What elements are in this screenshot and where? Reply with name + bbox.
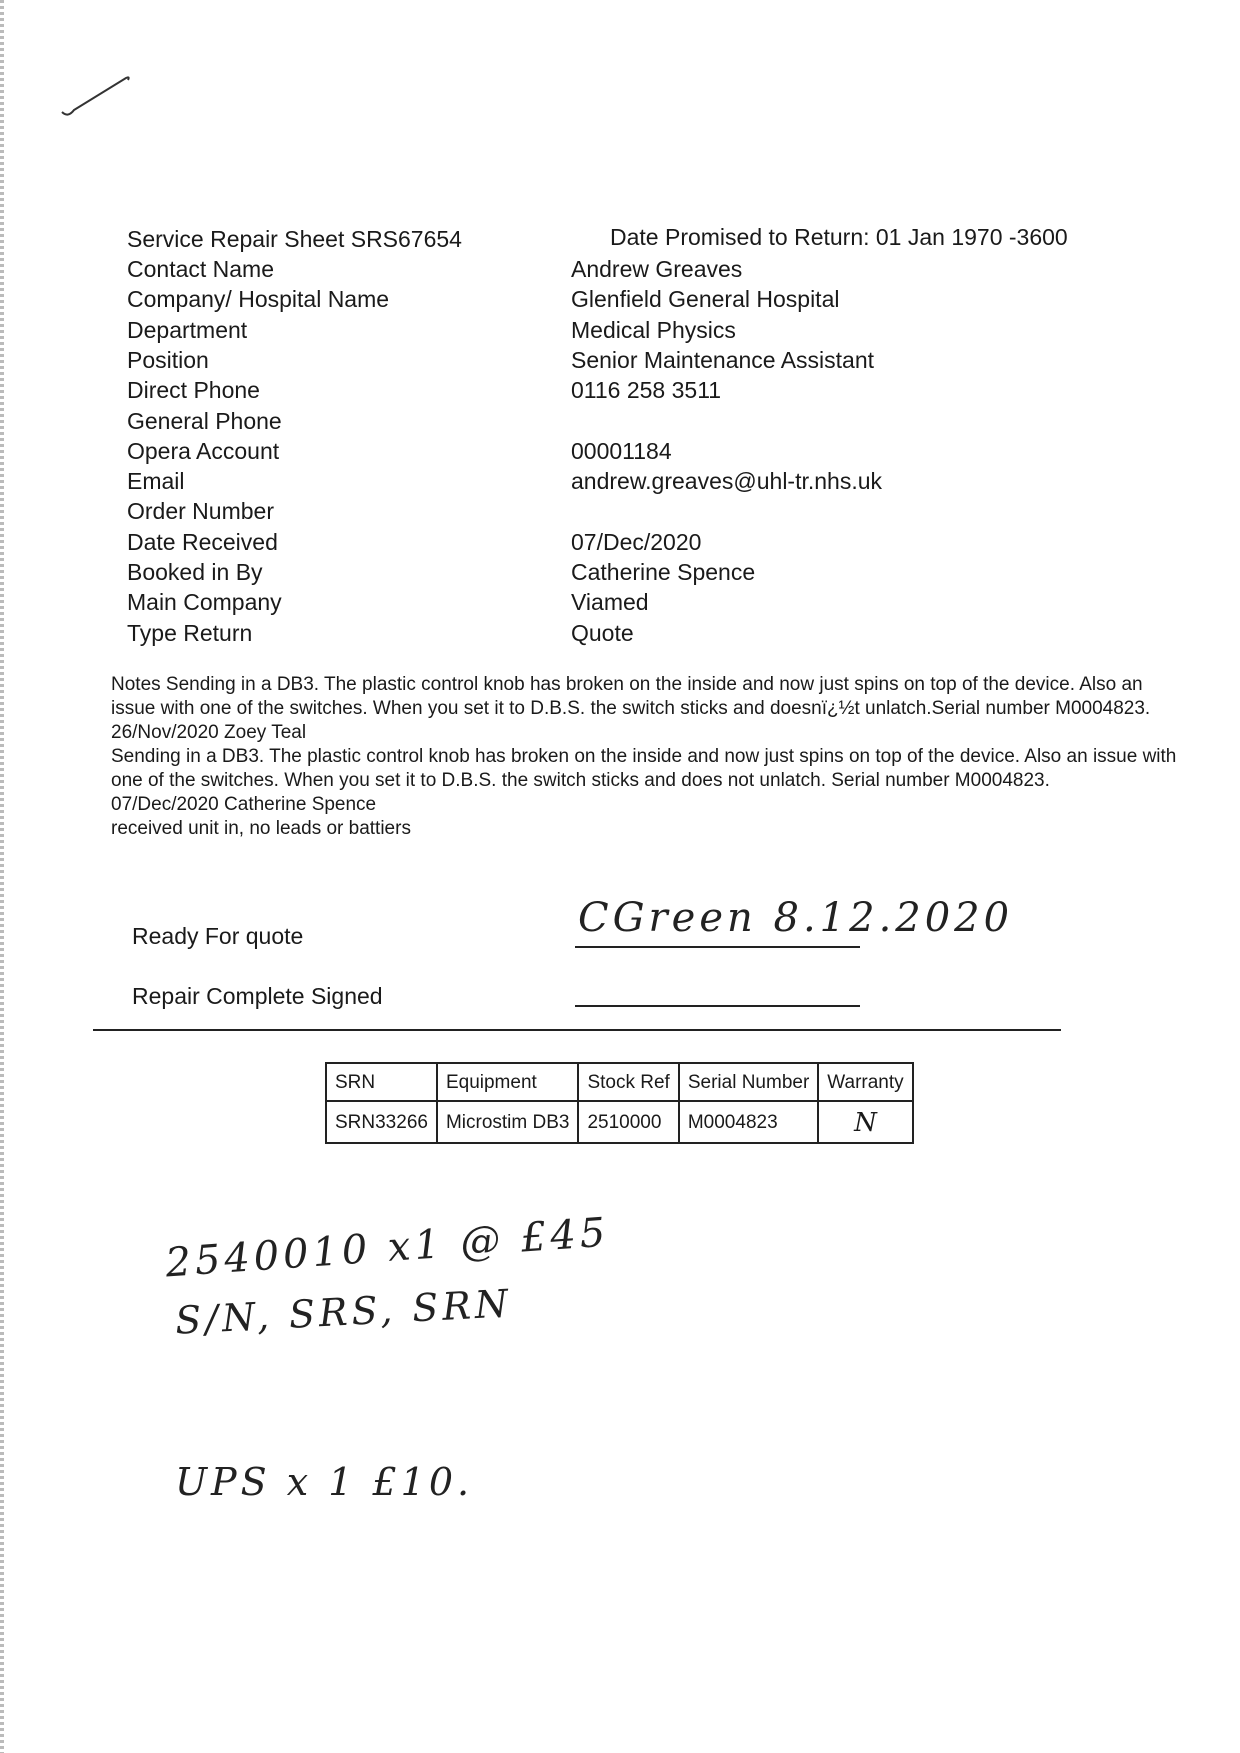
- field-label: Date Received: [127, 528, 278, 555]
- note-line: 07/Dec/2020 Catherine Spence: [111, 794, 377, 815]
- field-value: Senior Maintenance Assistant: [571, 346, 875, 373]
- ready-signature: CGreen 8.12.2020: [578, 895, 1014, 941]
- scan-edge: [0, 0, 4, 1753]
- field-label: Email: [127, 468, 185, 495]
- sheet-number: Service Repair Sheet SRS67654: [127, 226, 462, 252]
- ready-for-quote-label: Ready For quote: [132, 923, 304, 949]
- field-label: Type Return: [127, 619, 253, 646]
- handwritten-note: UPS x 1 £10.: [175, 1460, 474, 1504]
- header-srn: SRN: [326, 1063, 437, 1101]
- field-value: 07/Dec/2020: [571, 528, 702, 555]
- date-promised: Date Promised to Return: 01 Jan 1970 -3600: [610, 224, 1068, 250]
- field-label: Opera Account: [127, 437, 280, 464]
- field-value: Glenfield General Hospital: [571, 286, 840, 313]
- field-value: Quote: [571, 619, 634, 646]
- table-row: [326, 1101, 913, 1143]
- header-warranty: Warranty: [818, 1063, 912, 1101]
- field-value: Catherine Spence: [571, 559, 756, 585]
- field-label: Position: [127, 346, 209, 373]
- cell-serial-number: M0004823: [679, 1101, 818, 1143]
- field-label: Order Number: [127, 498, 274, 525]
- header-stock-ref: Stock Ref: [578, 1063, 678, 1101]
- handwritten-note: 2540010 x1 @ £45: [163, 1209, 611, 1287]
- header-serial-number: Serial Number: [679, 1063, 818, 1101]
- field-value: Medical Physics: [571, 316, 736, 343]
- handwritten-note: S/N, SRS, SRN: [174, 1281, 514, 1343]
- field-value: 00001184: [571, 437, 672, 464]
- equipment-table: [325, 1062, 914, 1144]
- field-value: Viamed: [571, 589, 649, 616]
- field-value: 0116 258 3511: [571, 377, 722, 404]
- field-label: General Phone: [127, 407, 282, 434]
- cell-equipment: Microstim DB3: [437, 1101, 579, 1143]
- note-line: received unit in, no leads or battiers: [111, 818, 411, 839]
- field-label: Contact Name: [127, 256, 275, 282]
- signature-line: [575, 946, 860, 948]
- note-line: 26/Nov/2020 Zoey Teal: [111, 722, 307, 743]
- field-label: Direct Phone: [127, 377, 260, 404]
- cell-stock-ref: 2510000: [578, 1101, 678, 1143]
- repair-complete-label: Repair Complete Signed: [132, 983, 383, 1009]
- divider: [93, 1029, 1061, 1031]
- field-value: andrew.greaves@uhl-tr.nhs.uk: [571, 468, 883, 495]
- field-label: Main Company: [127, 589, 282, 616]
- note-line: Notes Sending in a DB3. The plastic control knob has broken on the inside and now just spins on top of the device. Also an issue with one of the switches. When you set it to D.B.S. the switch sticks and doesnï¿½t unlatch.Serial number M0004823.: [111, 674, 1151, 719]
- field-value: Andrew Greaves: [571, 256, 743, 282]
- header-equipment: Equipment: [437, 1063, 579, 1101]
- field-label: Department: [127, 316, 248, 343]
- note-line: Sending in a DB3. The plastic control knob has broken on the inside and now just spins on top of the device. Also an issue with one of the switches. When you set it to D.B.S. the switch sticks and does not unlatch. Serial number M0004823.: [111, 746, 1177, 791]
- signature-line: [575, 1005, 860, 1007]
- table-header-row: [326, 1063, 913, 1101]
- field-label: Company/ Hospital Name: [127, 286, 390, 313]
- tick-mark-icon: [60, 70, 140, 120]
- field-label: Booked in By: [127, 559, 263, 585]
- cell-warranty: N: [818, 1101, 912, 1143]
- cell-srn: SRN33266: [326, 1101, 437, 1143]
- notes: [111, 673, 1191, 841]
